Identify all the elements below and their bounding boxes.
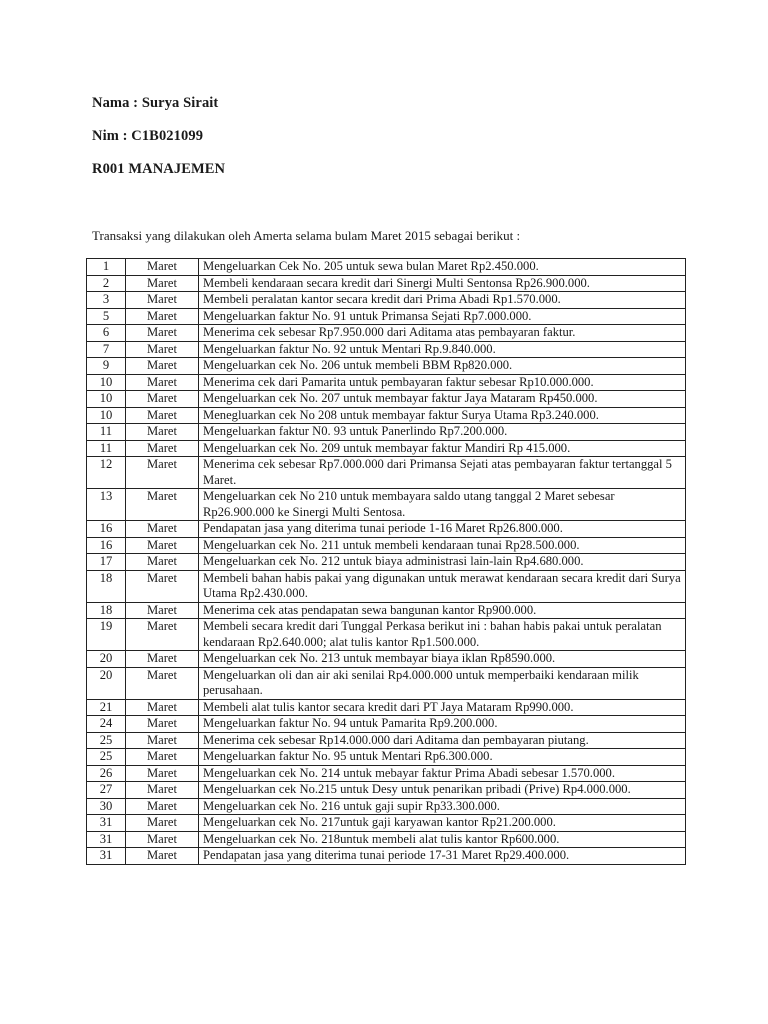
transaction-month: Maret [126,765,199,782]
transaction-month: Maret [126,570,199,602]
transaction-description: Mengeluarkan cek No. 218untuk membeli alat tulis kantor Rp600.000. [199,831,686,848]
transaction-day: 31 [87,848,126,865]
transaction-month: Maret [126,815,199,832]
transaction-description: Mengeluarkan cek No. 216 untuk gaji supir Rp33.300.000. [199,798,686,815]
transaction-month: Maret [126,716,199,733]
transaction-day: 25 [87,749,126,766]
table-row [87,732,686,749]
transaction-description: Menerima cek sebesar Rp7.950.000 dari Aditama atas pembayaran faktur. [199,325,686,342]
transaction-day: 17 [87,554,126,571]
table-row [87,602,686,619]
table-row [87,699,686,716]
transaction-description: Pendapatan jasa yang diterima tunai periode 17-31 Maret Rp29.400.000. [199,848,686,865]
table-row [87,292,686,309]
table-row [87,848,686,865]
table-row [87,341,686,358]
table-row [87,667,686,699]
class-code: R001 MANAJEMEN [92,161,226,177]
table-row [87,407,686,424]
transaction-day: 12 [87,457,126,489]
transaction-month: Maret [126,308,199,325]
transaction-month: Maret [126,341,199,358]
transaction-day: 7 [87,341,126,358]
transaction-description: Membeli bahan habis pakai yang digunakan untuk merawat kendaraan secara kredit dari Surya Utama Rp2.430.000. [199,570,686,602]
intro-text: Transaksi yang dilakukan oleh Amerta selama bulam Maret 2015 sebagai berikut : [92,228,521,243]
table-row [87,782,686,799]
table-row [87,275,686,292]
table-row [87,570,686,602]
transaction-month: Maret [126,732,199,749]
transaction-month: Maret [126,521,199,538]
transaction-day: 11 [87,424,126,441]
transaction-day: 24 [87,716,126,733]
transaction-month: Maret [126,831,199,848]
transaction-day: 3 [87,292,126,309]
transaction-day: 19 [87,619,126,651]
transaction-description: Mengeluarkan cek No 210 untuk membayara saldo utang tanggal 2 Maret sebesar Rp26.900.000 ke Sinergi Multi Sentosa. [199,489,686,521]
transaction-month: Maret [126,782,199,799]
transaction-description: Mengeluarkan faktur No. 91 untuk Primansa Sejati Rp7.000.000. [199,308,686,325]
transaction-description: Mengeluarkan faktur No. 94 untuk Pamarita Rp9.200.000. [199,716,686,733]
transaction-month: Maret [126,798,199,815]
transaction-description: Membeli kendaraan secara kredit dari Sinergi Multi Sentonsa Rp26.900.000. [199,275,686,292]
transaction-description: Mengeluarkan cek No. 207 untuk membayar faktur Jaya Mataram Rp450.000. [199,391,686,408]
transaction-month: Maret [126,275,199,292]
table-row [87,554,686,571]
transaction-description: Mengeluarkan cek No. 209 untuk membayar faktur Mandiri Rp 415.000. [199,440,686,457]
transaction-description: Menerima cek dari Pamarita untuk pembayaran faktur sebesar Rp10.000.000. [199,374,686,391]
transaction-month: Maret [126,749,199,766]
transaction-description: Mengeluarkan oli dan air aki senilai Rp4.000.000 untuk memperbaiki kendaraan milik perusahaan. [199,667,686,699]
transaction-description: Mengeluarkan cek No. 206 untuk membeli BBM Rp820.000. [199,358,686,375]
transaction-description: Membeli alat tulis kantor secara kredit dari PT Jaya Mataram Rp990.000. [199,699,686,716]
transaction-day: 16 [87,521,126,538]
table-row [87,831,686,848]
transaction-month: Maret [126,292,199,309]
table-row [87,798,686,815]
transaction-description: Pendapatan jasa yang diterima tunai periode 1-16 Maret Rp26.800.000. [199,521,686,538]
transaction-day: 2 [87,275,126,292]
transaction-description: Mengeluarkan cek No. 211 untuk membeli kendaraan tunai Rp28.500.000. [199,537,686,554]
table-row [87,259,686,276]
table-row [87,521,686,538]
transaction-month: Maret [126,619,199,651]
transaction-description: Membeli peralatan kantor secara kredit dari Prima Abadi Rp1.570.000. [199,292,686,309]
table-row [87,815,686,832]
table-row [87,749,686,766]
transaction-description: Mengeluarkan faktur N0. 93 untuk Panerlindo Rp7.200.000. [199,424,686,441]
transaction-day: 10 [87,374,126,391]
table-row [87,308,686,325]
transaction-description: Mengeluarkan Cek No. 205 untuk sewa bulan Maret Rp2.450.000. [199,259,686,276]
transaction-day: 27 [87,782,126,799]
transaction-description: Mengeluarkan faktur No. 92 untuk Mentari Rp.9.840.000. [199,341,686,358]
transaction-description: Mengeluarkan cek No.215 untuk Desy untuk penarikan pribadi (Prive) Rp4.000.000. [199,782,686,799]
table-row [87,440,686,457]
table-row [87,619,686,651]
transaction-day: 18 [87,602,126,619]
transactions-table [86,258,686,865]
transaction-month: Maret [126,325,199,342]
transaction-description: Mengeluarkan cek No. 212 untuk biaya administrasi lain-lain Rp4.680.000. [199,554,686,571]
transaction-day: 20 [87,651,126,668]
transaction-day: 25 [87,732,126,749]
transaction-month: Maret [126,358,199,375]
transaction-month: Maret [126,440,199,457]
transaction-day: 16 [87,537,126,554]
table-row [87,374,686,391]
transaction-day: 31 [87,831,126,848]
table-row [87,391,686,408]
table-row [87,358,686,375]
table-row [87,765,686,782]
transaction-description: Menerima cek sebesar Rp14.000.000 dari Aditama dan pembayaran piutang. [199,732,686,749]
transaction-description: Membeli secara kredit dari Tunggal Perkasa berikut ini : bahan habis pakai untuk peralatan kendaraan Rp2.640.000; alat tulis kantor Rp1.500.000. [199,619,686,651]
transaction-day: 31 [87,815,126,832]
transaction-description: Mengeluarkan cek No. 217untuk gaji karyawan kantor Rp21.200.000. [199,815,686,832]
student-name: Nama : Surya Sirait [92,95,219,111]
transaction-month: Maret [126,374,199,391]
transaction-month: Maret [126,259,199,276]
transaction-day: 30 [87,798,126,815]
transaction-description: Menegluarkan cek No 208 untuk membayar faktur Surya Utama Rp3.240.000. [199,407,686,424]
transaction-day: 1 [87,259,126,276]
table-row [87,424,686,441]
table-row [87,489,686,521]
transaction-day: 6 [87,325,126,342]
table-row [87,651,686,668]
transaction-month: Maret [126,848,199,865]
transaction-description: Menerima cek sebesar Rp7.000.000 dari Primansa Sejati atas pembayaran faktur tertanggal 5 Maret. [199,457,686,489]
student-id: Nim : C1B021099 [92,128,204,144]
transaction-description: Menerima cek atas pendapatan sewa bangunan kantor Rp900.000. [199,602,686,619]
transaction-day: 5 [87,308,126,325]
transaction-day: 9 [87,358,126,375]
transaction-day: 11 [87,440,126,457]
transaction-day: 10 [87,407,126,424]
transaction-description: Mengeluarkan faktur No. 95 untuk Mentari Rp6.300.000. [199,749,686,766]
transaction-day: 20 [87,667,126,699]
transaction-description: Mengeluarkan cek No. 214 untuk mebayar faktur Prima Abadi sebesar 1.570.000. [199,765,686,782]
transaction-month: Maret [126,424,199,441]
transaction-month: Maret [126,457,199,489]
transaction-day: 10 [87,391,126,408]
transaction-day: 21 [87,699,126,716]
transaction-day: 18 [87,570,126,602]
transaction-month: Maret [126,667,199,699]
table-row [87,325,686,342]
transaction-month: Maret [126,391,199,408]
table-row [87,716,686,733]
transaction-month: Maret [126,537,199,554]
transaction-month: Maret [126,651,199,668]
transaction-month: Maret [126,407,199,424]
table-row [87,537,686,554]
transaction-description: Mengeluarkan cek No. 213 untuk membayar biaya iklan Rp8590.000. [199,651,686,668]
transaction-month: Maret [126,699,199,716]
transaction-month: Maret [126,489,199,521]
table-row [87,457,686,489]
transaction-day: 26 [87,765,126,782]
transaction-day: 13 [87,489,126,521]
transaction-month: Maret [126,602,199,619]
transaction-month: Maret [126,554,199,571]
